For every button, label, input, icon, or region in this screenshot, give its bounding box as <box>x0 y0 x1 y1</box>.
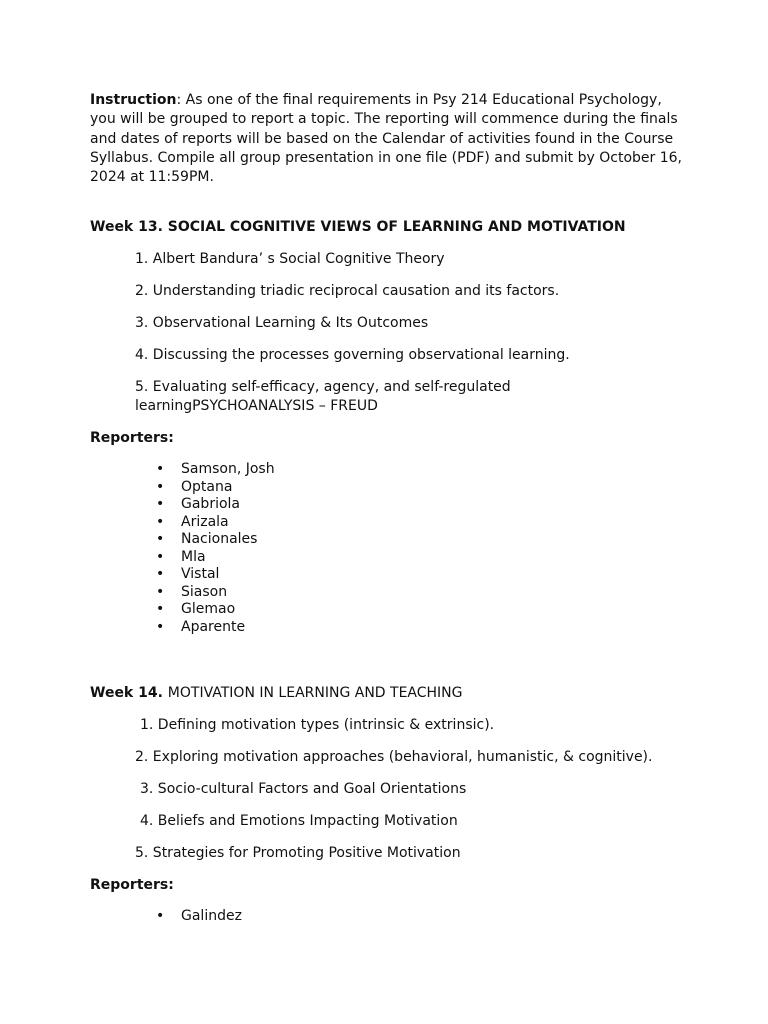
list-item <box>90 619 690 637</box>
reporter-name: Vistal <box>181 566 220 583</box>
week14-topic-5: 5. Strategies for Promoting Positive Motivation <box>135 845 461 862</box>
week14-topic-2: 2. Exploring motivation approaches (behavioral, humanistic, & cognitive). <box>135 749 653 766</box>
week14-heading-title: MOTIVATION IN LEARNING AND TEACHING <box>167 685 463 702</box>
reporter-name: Galindez <box>181 908 242 925</box>
reporter-name: Samson, Josh <box>181 461 275 478</box>
bullet-icon: • <box>156 478 165 495</box>
week13-topic-5: 5. Evaluating self-efficacy, agency, and self-regulated learningPSYCHOANALYSIS – FREUD <box>135 379 511 415</box>
bullet-icon: • <box>156 566 165 583</box>
reporter-name: Nacionales <box>181 531 258 548</box>
instruction-label: Instruction <box>90 92 177 108</box>
reporter-name: Arizala <box>181 513 229 530</box>
bullet-icon: • <box>156 908 165 925</box>
list-item <box>90 461 690 479</box>
list-item <box>90 601 690 619</box>
week14-heading <box>90 684 690 703</box>
bullet-icon: • <box>156 531 165 548</box>
week13-topic-1: 1. Albert Bandura’ s Social Cognitive Theory <box>135 251 445 268</box>
document-page <box>90 91 690 926</box>
reporter-name: Gabriola <box>181 496 240 513</box>
week13-topic-3: 3. Observational Learning & Its Outcomes <box>135 315 429 332</box>
reporter-name: Aparente <box>181 618 246 635</box>
bullet-icon: • <box>156 601 165 618</box>
list-item <box>90 479 690 497</box>
week13-reporters-list <box>90 461 690 636</box>
list-item <box>90 514 690 532</box>
list-item <box>90 584 690 602</box>
list-item <box>90 531 690 549</box>
bullet-icon: • <box>156 548 165 565</box>
bullet-icon: • <box>156 513 165 530</box>
bullet-icon: • <box>156 496 165 513</box>
list-item <box>90 908 690 926</box>
week14-topic-1: 1. Defining motivation types (intrinsic & extrinsic). <box>140 717 495 734</box>
reporter-name: Mla <box>181 548 206 565</box>
week13-heading: Week 13. SOCIAL COGNITIVE VIEWS OF LEARNING AND MOTIVATION <box>90 219 626 236</box>
week14-heading-prefix: Week 14. <box>90 685 163 702</box>
list-item <box>90 566 690 584</box>
week14-reporters-label: Reporters: <box>90 877 174 894</box>
week14-topic-4: 4. Beliefs and Emotions Impacting Motivation <box>140 813 458 830</box>
week14-topic-3: 3. Socio-cultural Factors and Goal Orientations <box>140 781 467 798</box>
bullet-icon: • <box>156 618 165 635</box>
reporter-name: Glemao <box>181 601 236 618</box>
list-item <box>90 549 690 567</box>
list-item <box>90 496 690 514</box>
week13-topic-4: 4. Discussing the processes governing observational learning. <box>135 347 570 364</box>
instruction-paragraph <box>90 91 690 187</box>
week13-topic-2: 2. Understanding triadic reciprocal causation and its factors. <box>135 283 560 300</box>
week14-reporters-list <box>90 908 690 926</box>
reporter-name: Optana <box>181 478 233 495</box>
bullet-icon: • <box>156 461 165 478</box>
reporter-name: Siason <box>181 583 228 600</box>
instruction-text: : As one of the final requirements in Psy 214 Educational Psychology, you will be grouped to report a topic. The reporting will commence during the finals and dates of reports will be based on the Calendar of activities found in the Course Syllabus. Compile all group presentation in one file (PDF) and submit by October 16, 2024 at 11:59PM. <box>90 92 682 186</box>
bullet-icon: • <box>156 583 165 600</box>
week13-reporters-label: Reporters: <box>90 430 174 447</box>
